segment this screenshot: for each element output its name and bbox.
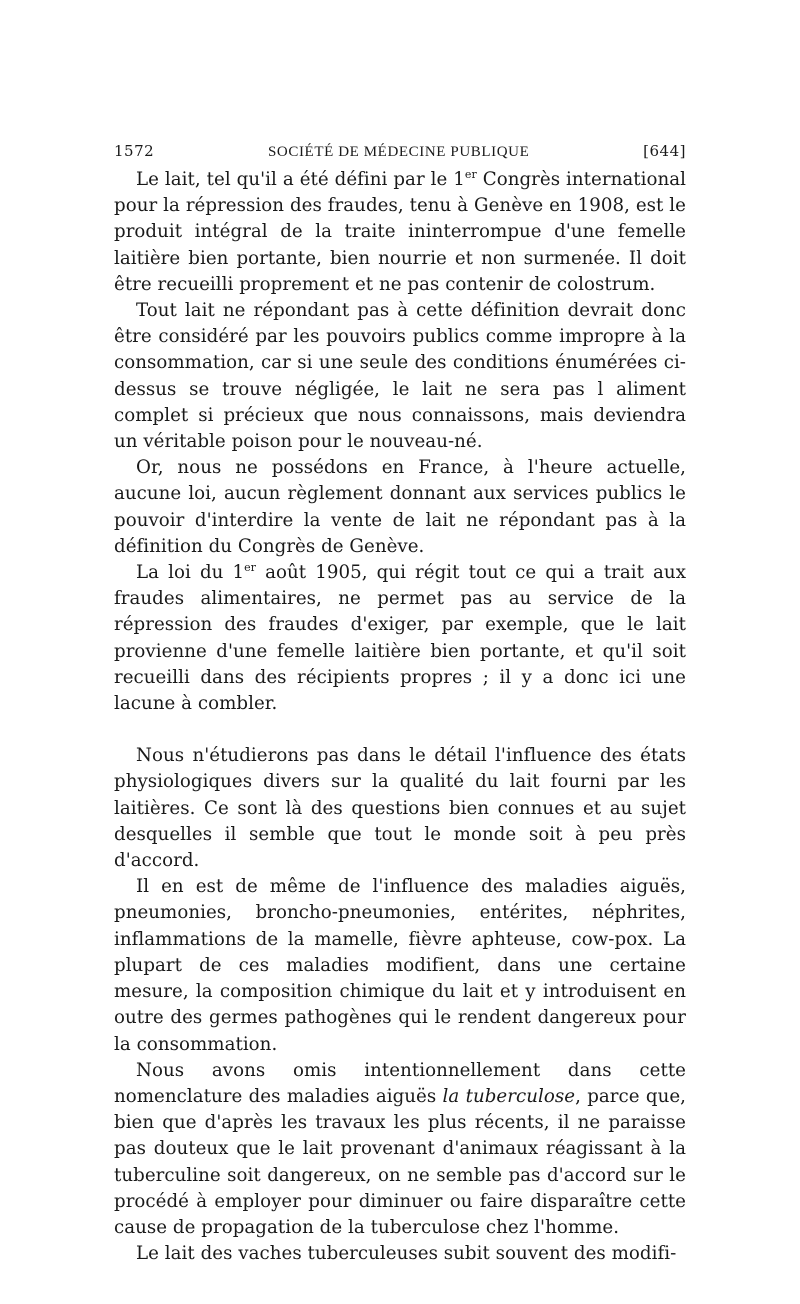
paragraph (114, 1058, 686, 1241)
paragraph (114, 1241, 686, 1267)
superscript: er (464, 167, 477, 181)
paragraph-text: Nous avons omis intentionnellement dans cette nomenclature des maladies aiguës (114, 1059, 686, 1107)
paragraph (114, 560, 686, 717)
journal-title: SOCIÉTÉ DE MÉDECINE PUBLIQUE (267, 144, 530, 160)
paragraph-text: , parce que, bien que d'après les travaux les plus récents, il ne paraisse pas douteux que le lait provenant d'animaux réagissant à la tuberculine soit dangereux, on ne semble pas d'accord sur le procédé à employer pour diminuer ou faire disparaître cette cause de propagation de la tuberculose chez l'homme. (114, 1085, 686, 1238)
paragraph (114, 167, 686, 298)
paragraph-text: Congrès international pour la répression des fraudes, tenu à Genève en 1908, est le produit intégral de la traite ininterrompue d'une femelle laitière bien portante, bien nourrie et non surmenée. Il doit être recueilli proprement et ne pas contenir de colostrum. (114, 169, 686, 295)
paragraph-text: Le lait, tel qu'il a été défini par le 1 (136, 169, 465, 190)
paragraph-text: Le lait des vaches tuberculeuses subit souvent des modifi- (136, 1243, 677, 1265)
body-text (114, 167, 686, 1267)
paragraph-text: Or, nous ne possédons en France, à l'heure actuelle, aucune loi, aucun règlement donnant aux services publics le pouvoir d'interdire la vente de lait ne répondant pas à la définition du Congrès de Genève. (114, 457, 686, 557)
running-header (114, 142, 686, 161)
italic-term: la tuberculose (442, 1085, 576, 1107)
document-page (114, 142, 686, 1267)
paragraph-text: Tout lait ne répondant pas à cette définition devrait donc être considéré par les pouvoirs publics comme impropre à la consommation, car si une seule des conditions énumérées ci-dessus se trouve négligée, le lait ne sera pas l aliment complet si précieux que nous connaissons, mais deviendra un véritable poison pour le nouveau-né. (114, 300, 686, 453)
superscript: er (244, 560, 256, 574)
paragraph-text: Il en est de même de l'influence des maladies aiguës, pneumonies, broncho-pneumonies, entérites, néphrites, inflammations de la mamelle, fièvre aphteuse, cow-pox. La plupart de ces maladies modifient, dans une certaine mesure, la composition chimique du lait et y introduisent en outre des germes pathogènes qui le rendent dangereux pour la consommation. (114, 876, 686, 1055)
section-gap (114, 717, 686, 743)
paragraph-text: août 1905, qui régit tout ce qui a trait aux fraudes alimentaires, ne permet pas au service de la répression des fraudes d'exiger, par exemple, que le lait provienne d'une femelle laitière bien portante, et qu'il soit recueilli dans des récipients propres ; il y a donc ici une lacune à combler. (114, 562, 687, 715)
paragraph-text: Nous n'étudierons pas dans le détail l'influence des états physiologiques divers sur la qualité du lait fourni par les laitières. Ce sont là des questions bien connues et au sujet desquelles il semble que tout le monde soit à peu près d'accord. (114, 745, 686, 872)
paragraph (114, 743, 686, 874)
paragraph (114, 874, 686, 1057)
paragraph (114, 455, 686, 560)
page-number: 1572 (114, 142, 155, 160)
paragraph (114, 298, 686, 455)
bracket-page-number: [644] (643, 142, 686, 160)
paragraph-text: La loi du 1 (136, 562, 245, 584)
